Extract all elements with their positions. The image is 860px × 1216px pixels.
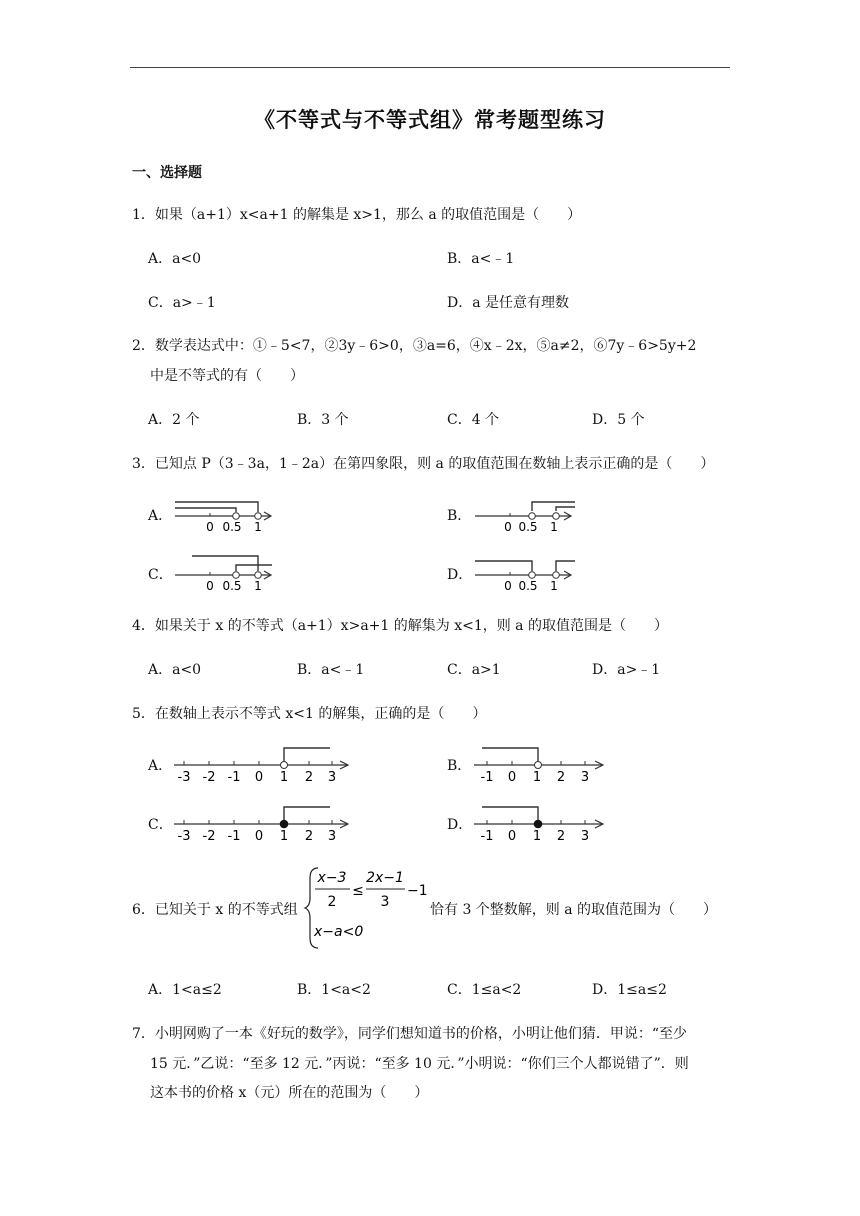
q5-option-a: A． [148, 758, 173, 774]
tick-label: -2 [202, 829, 216, 844]
q2-option-d: D．5 个 [592, 412, 645, 428]
q5-option-b: B． [447, 758, 472, 774]
tick-label: 0 [507, 770, 517, 785]
q6-option-c: C．1≤a<2 [447, 982, 522, 998]
tick-label: 0 [254, 770, 264, 785]
tick-label: 0 [254, 829, 264, 844]
q5-number-line-d [472, 801, 612, 843]
question-7-line3: 这本书的价格 x（元）所在的范围为（ ） [150, 1085, 429, 1101]
question-3-stem: 3．已知点 P（3﹣3a，1﹣2a）在第四象限，则 a 的取值范围在数轴上表示正确的是（ ） [132, 456, 715, 472]
tick-label: 3 [580, 829, 590, 844]
inequality-line-2: x−a<0 [314, 924, 364, 940]
question-5-stem: 5．在数轴上表示不等式 x<1 的解集，正确的是（ ） [132, 706, 487, 722]
q6-option-b: B．1<a<2 [297, 982, 371, 998]
q3-number-line-d [470, 552, 580, 592]
q5-number-line-c [172, 801, 357, 843]
tick-label: 0 [504, 520, 512, 534]
leq-sign: ≤ [352, 883, 364, 899]
q1-option-c: C．a>﹣1 [148, 295, 216, 311]
q3-option-a: A． [148, 508, 173, 524]
tick-label: 0.5 [518, 520, 538, 534]
tick-label: 2 [304, 770, 314, 785]
question-6-stem-pre: 6．已知关于 x 的不等式组 [132, 902, 298, 918]
question-1-stem: 1．如果（a+1）x<a+1 的解集是 x>1，那么 a 的取值范围是（ ） [132, 207, 582, 223]
tick-label: 1 [532, 770, 542, 785]
tick-label: 0.5 [222, 520, 242, 534]
q3-number-line-b [470, 493, 580, 533]
tick-label: -3 [177, 829, 191, 844]
tick-label: 0 [206, 579, 214, 593]
tick-label: 1 [279, 829, 289, 844]
tick-label: 0 [504, 579, 512, 593]
q3-option-b: B． [447, 508, 472, 524]
tick-label: 2 [556, 770, 566, 785]
tick-label: -1 [227, 770, 241, 785]
fraction-denominator: 2 [327, 894, 337, 910]
fraction-numerator: x−3 [317, 870, 347, 886]
q4-option-d: D．a>﹣1 [592, 662, 661, 678]
tick-label: -1 [227, 829, 241, 844]
tick-label: 0.5 [222, 579, 242, 593]
tick-label: 1 [550, 520, 558, 534]
q1-option-a: A．a<0 [148, 251, 202, 267]
tick-label: -3 [177, 770, 191, 785]
tick-label: 1 [550, 579, 558, 593]
q5-option-d: D． [447, 817, 473, 833]
tick-label: 1 [254, 520, 262, 534]
minus-one: −1 [407, 883, 428, 899]
q5-option-c: C． [148, 817, 173, 833]
q1-option-b: B．a<﹣1 [447, 251, 515, 267]
tick-label: -2 [202, 770, 216, 785]
section-heading: 一、选择题 [132, 165, 202, 181]
question-2-stem-line1: 2．数学表达式中：①﹣5<7，②3y﹣6>0，③a=6，④x﹣2x，⑤a≠2，⑥7y﹣6>5y+2 [132, 338, 697, 354]
q4-option-a: A．a<0 [148, 662, 202, 678]
question-7-line1: 7．小明网购了一本《好玩的数学》，同学们想知道书的价格，小明让他们猜．甲说：“至少 [132, 1026, 688, 1042]
page-title: 《不等式与不等式组》常考题型练习 [254, 107, 606, 132]
q2-option-b: B．3 个 [297, 412, 349, 428]
tick-label: 1 [279, 770, 289, 785]
tick-label: 0 [206, 520, 214, 534]
tick-label: -1 [480, 770, 494, 785]
q5-number-line-a [172, 742, 357, 784]
q3-number-line-c [170, 552, 280, 592]
q5-number-line-b [472, 742, 612, 784]
tick-label: 2 [304, 829, 314, 844]
q3-option-c: C． [148, 567, 173, 583]
q6-option-d: D．1≤a≤2 [592, 982, 667, 998]
q2-option-c: C．4 个 [447, 412, 500, 428]
tick-label: 1 [254, 579, 262, 593]
q3-number-line-a [170, 493, 280, 533]
header-rule [130, 67, 730, 68]
tick-label: 0.5 [518, 579, 538, 593]
tick-label: 1 [532, 829, 542, 844]
q6-inequality-system [306, 864, 436, 952]
tick-label: 2 [556, 829, 566, 844]
tick-label: 0 [507, 829, 517, 844]
q4-option-b: B．a<﹣1 [297, 662, 365, 678]
tick-label: 3 [580, 770, 590, 785]
question-4-stem: 4．如果关于 x 的不等式（a+1）x>a+1 的解集为 x<1，则 a 的取值范围是（ ） [132, 618, 668, 634]
question-7-line2: 15 元．”乙说：“至多 12 元．”丙说：“至多 10 元．”小明说：“你们三个人都说错了”．则 [150, 1056, 689, 1072]
fraction-denominator: 3 [380, 894, 390, 910]
q6-option-a: A．1<a≤2 [148, 982, 222, 998]
tick-label: -1 [480, 829, 494, 844]
tick-label: 3 [327, 770, 337, 785]
question-2-stem-line2: 中是不等式的有（ ） [150, 368, 304, 384]
q3-option-d: D． [447, 567, 473, 583]
q2-option-a: A．2 个 [148, 412, 200, 428]
question-6-stem-post: 恰有 3 个整数解，则 a 的取值范围为（ ） [430, 902, 718, 918]
tick-label: 3 [327, 829, 337, 844]
q4-option-c: C．a>1 [447, 662, 501, 678]
fraction-numerator: 2x−1 [366, 870, 404, 886]
q1-option-d: D．a 是任意有理数 [447, 295, 570, 311]
